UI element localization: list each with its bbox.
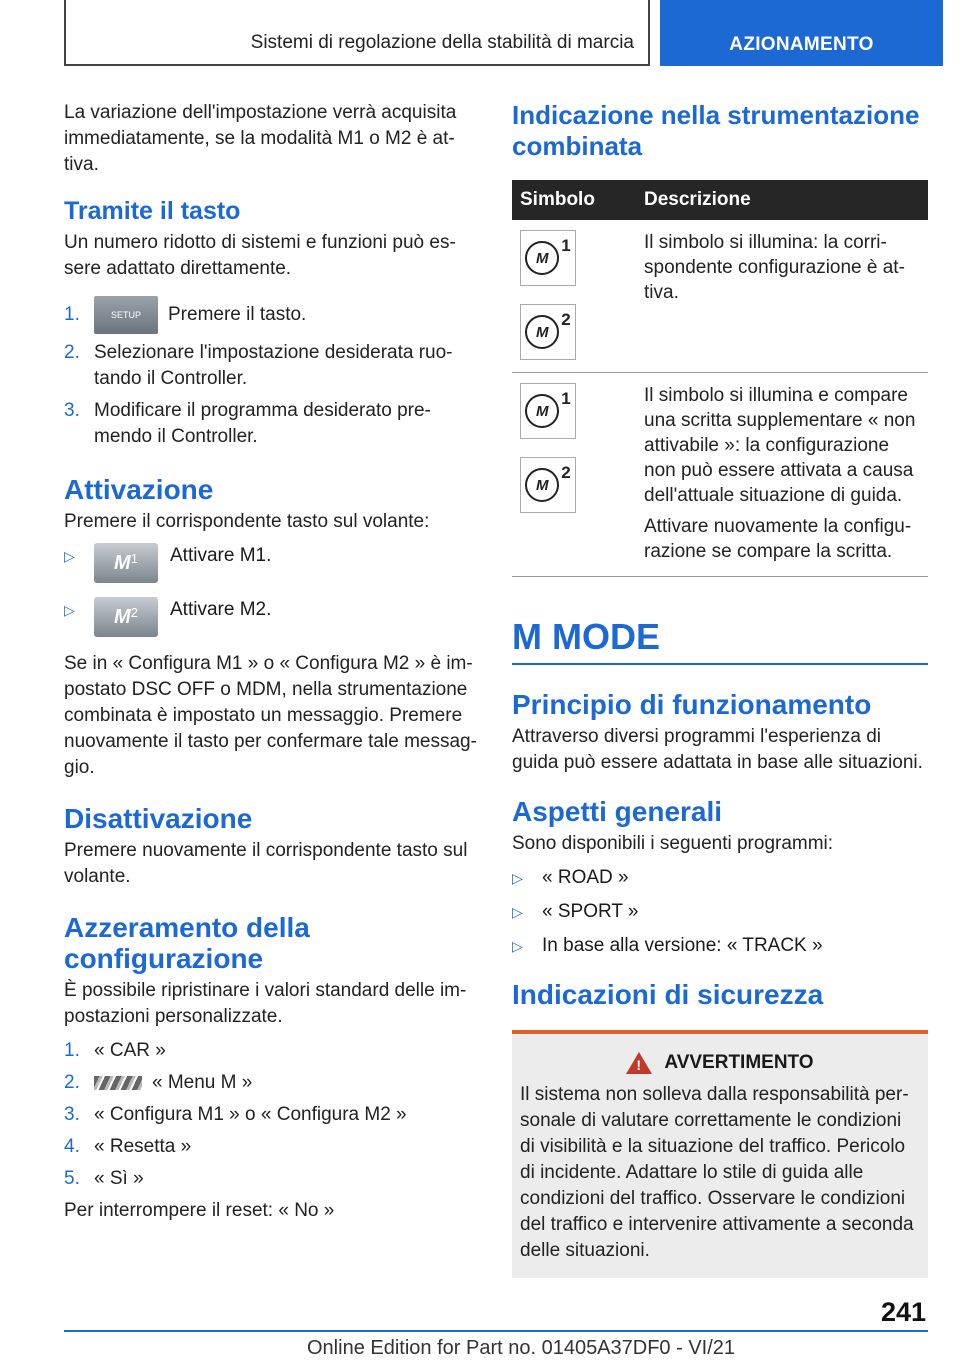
- section-header: [64, 0, 650, 66]
- list-number: 4.: [64, 1136, 80, 1157]
- footer-divider: [64, 1330, 928, 1332]
- bullet-item: [64, 543, 478, 583]
- list-number: 1.: [64, 1040, 80, 1061]
- list-item: [64, 340, 478, 392]
- bullet-item: [512, 865, 928, 891]
- disattivazione-paragraph: Premere nuovamente il corrispondente tasto sul volante.: [64, 840, 468, 887]
- m2-symbol-icon: M 2: [520, 457, 576, 513]
- warning-icon: [626, 1052, 652, 1074]
- table-header: Simbolo: [512, 180, 636, 220]
- table-cell-text: Il simbolo si illumina: la corrispondente configurazione è attiva.: [644, 232, 905, 303]
- intro-paragraph: La variazione dell'impostazione verrà acquisita immediatamente, se la modalità M1 o M2 è attiva.: [64, 102, 457, 175]
- bullet-text: « ROAD »: [542, 867, 629, 888]
- bullet-text: Attivare M1.: [170, 545, 272, 566]
- list-text: « Sì »: [94, 1168, 144, 1189]
- interrupt-paragraph: Per interrompere il reset: « No »: [64, 1200, 335, 1221]
- table-header: Descrizione: [636, 180, 928, 220]
- chapter-title: AZIONAMENTO: [729, 34, 874, 55]
- principio-heading: Principio di funzionamento: [512, 689, 872, 720]
- triangle-bullet-icon: ▷: [512, 904, 523, 920]
- sicurezza-heading: Indicazioni di sicurezza: [512, 979, 824, 1010]
- table-cell-text: Il simbolo si illumina e compare una scritta supplementare « non attivabile »: la configurazione non può essere attivata a causa dell'attuale situazione di guida.: [644, 385, 916, 506]
- attivazione-note: Se in « Configura M1 » o « Configura M2 » è impostato DSC OFF o MDM, nella strumentazione combinata è impostato un messaggio. Premere nuovamente il tasto per confermare tale messaggio.: [64, 653, 477, 778]
- list-item: [64, 1134, 478, 1160]
- list-item: [64, 296, 478, 334]
- footer-edition: Online Edition for Part no. 01405A37DF0 - VI/21: [307, 1337, 736, 1359]
- right-column: [512, 100, 928, 1278]
- bullet-item: [64, 597, 478, 637]
- page-number: 241: [880, 1297, 926, 1327]
- triangle-bullet-icon: ▷: [64, 548, 75, 564]
- m1-key-icon: M 1: [94, 543, 158, 583]
- bullet-text: Attivare M2.: [170, 599, 272, 620]
- bullet-item: [512, 899, 928, 925]
- attivazione-paragraph: Premere il corrispondente tasto sul volante:: [64, 511, 430, 532]
- aspetti-paragraph: Sono disponibili i seguenti programmi:: [512, 833, 834, 854]
- m-menu-icon: [94, 1076, 142, 1090]
- disattivazione-heading: Disattivazione: [64, 803, 253, 834]
- list-number: 2.: [64, 1072, 80, 1093]
- list-item: [64, 398, 478, 450]
- section-title: Sistemi di regolazione della stabilità di marcia: [250, 32, 634, 53]
- list-item: [64, 1102, 478, 1128]
- warning-box: [512, 1030, 928, 1278]
- m1-symbol-icon: M 1: [520, 230, 576, 286]
- list-number: 3.: [64, 1104, 80, 1125]
- table-row: [512, 373, 928, 577]
- triangle-bullet-icon: ▷: [512, 938, 523, 954]
- list-text: Selezionare l'impostazione desiderata ruotando il Controller.: [94, 342, 453, 389]
- tramite-heading: Tramite il tasto: [64, 197, 241, 225]
- setup-key-icon: SETUP: [94, 296, 158, 334]
- table-row: [512, 220, 928, 373]
- symbol-table: [512, 180, 928, 577]
- list-text: « Configura M1 » o « Configura M2 »: [94, 1104, 407, 1125]
- m2-key-icon: M 2: [94, 597, 158, 637]
- left-column: [64, 100, 478, 1224]
- list-number: 5.: [64, 1168, 80, 1189]
- steps-list-1: [64, 296, 478, 450]
- triangle-bullet-icon: ▷: [512, 870, 523, 886]
- chapter-tab: [660, 0, 943, 66]
- list-text: Modificare il programma desiderato premendo il Controller.: [94, 400, 431, 447]
- list-text: « Menu M »: [152, 1072, 253, 1093]
- bullet-text: In base alla versione: « TRACK »: [542, 935, 823, 956]
- steps-list-2: [64, 1038, 478, 1192]
- bullet-text: « SPORT »: [542, 901, 639, 922]
- warning-title: AVVERTIMENTO: [664, 1052, 814, 1073]
- list-text: « Resetta »: [94, 1136, 192, 1157]
- list-item: [64, 1070, 478, 1096]
- aspetti-heading: Aspetti generali: [512, 796, 723, 827]
- m2-symbol-icon: M 2: [520, 304, 576, 360]
- list-item: [64, 1166, 478, 1192]
- m1-symbol-icon: M 1: [520, 383, 576, 439]
- azzeramento-heading: Azzeramento della configurazione: [64, 912, 310, 974]
- tramite-paragraph: Un numero ridotto di sistemi e funzioni può essere adattato direttamente.: [64, 232, 456, 279]
- list-text: Premere il tasto.: [168, 304, 307, 326]
- list-number: 1.: [64, 304, 80, 325]
- azzeramento-paragraph: È possibile ripristinare i valori standard delle impostazioni personalizzate.: [64, 980, 467, 1027]
- mmode-heading: M MODE: [512, 616, 660, 657]
- table-cell-text: Attivare nuovamente la configurazione se compare la scritta.: [644, 516, 912, 562]
- warning-text: Il sistema non solleva dalla responsabilità personale di valutare correttamente le condizioni di visibilità e la situazione del traffico. Pericolo di incidente. Adattare lo stile di guida alle condizioni del traffico. Osservare le condizioni del traffico e intervenire attivamente a seconda delle situazioni.: [520, 1084, 914, 1261]
- indicazione-heading: Indicazione nella strumentazione combinata: [512, 100, 920, 161]
- bullet-item: [512, 933, 928, 959]
- attivazione-heading: Attivazione: [64, 474, 214, 505]
- triangle-bullet-icon: ▷: [64, 602, 75, 618]
- mmode-heading-block: [512, 617, 928, 665]
- list-number: 2.: [64, 342, 80, 363]
- principio-paragraph: Attraverso diversi programmi l'esperienza di guida può essere adattata in base alle situazioni.: [512, 726, 923, 773]
- list-item: [64, 1038, 478, 1064]
- list-text: « CAR »: [94, 1040, 166, 1061]
- list-number: 3.: [64, 400, 80, 421]
